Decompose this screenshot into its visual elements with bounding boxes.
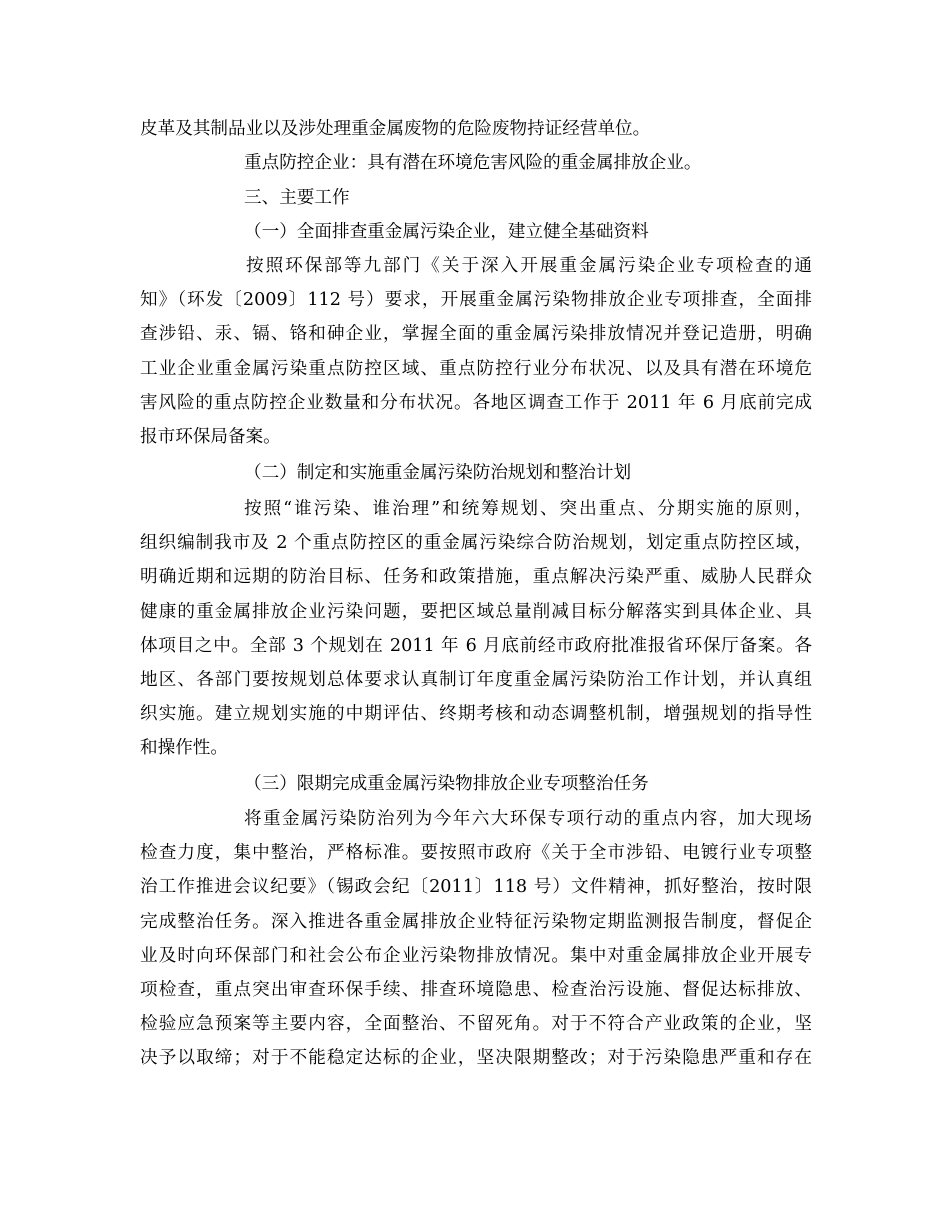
paragraph-remediation: 将重金属污染防治列为今年六大环保专项行动的重点内容，加大现场 检查力度，集中整治，严格标准。要按照市政府《关于全市涉铅、电镀行业专项整 治工作推进会议纪要》（锡政会纪〔2011〕118 号）文件精神，抓好整治，按时限 完成整治任务。深入推进各重金属排放企业特征污染物定期监测报告制度，督促企 业及时向环保部门和社会公布企业污染物排放情况。集中对重金属排放企业开展专 项检查，重点突出审查环保手续、排查环境隐患、检查治污设施、督促达标排放、 检验应急预案等主要内容，全面整治、不留死角。对于不符合产业政策的企业，坚 决予以取缔；对于不能稳定达标的企业，坚决限期整改；对于污染隐患严重和存在: [140, 809, 812, 1069]
paragraph-survey: 按照环保部等九部门《关于深入开展重金属污染企业专项检查的通 知》（环发〔2009〕112 号）要求，开展重金属污染物排放企业专项排查，全面排 查涉铅、汞、镉、铬和砷企业，掌握全面的重金属污染排放情况并登记造册，明确 工业企业重金属污染重点防控区域、重点防控行业分布状况、以及具有潜在环境危 害风险的重点防控企业数量和分布状况。各地区调查工作于 2011 年 6 月底前完成 报市环保局备案。: [140, 256, 812, 448]
subsection-heading-3: （三）限期完成重金属污染物排放企业专项整治任务: [244, 774, 649, 794]
paragraph-continuation: 皮革及其制品业以及涉处理重金属废物的危险废物持证经营单位。: [140, 119, 651, 139]
subsection-heading-1: （一）全面排查重金属污染企业，建立健全基础资料: [244, 222, 649, 242]
section-heading-main-work: 三、主要工作: [244, 188, 350, 208]
paragraph-key-enterprise-definition: 重点防控企业：具有潜在环境危害风险的重金属排放企业。: [244, 153, 702, 173]
subsection-heading-2: （二）制定和实施重金属污染防治规划和整治计划: [244, 463, 632, 483]
paragraph-planning: 按照“谁污染、谁治理”和统筹规划、突出重点、分期实施的原则， 组织编制我市及 2 个重点防控区的重金属污染综合防治规划，划定重点防控区域， 明确近期和远期的防治目标、任务和政策措施，重点解决污染严重、威胁人民群众 健康的重金属排放企业污染问题，要把区域总量削减目标分解落实到具体企业、具 体项目之中。全部 3 个规划在 2011 年 6 月底前经市政府批准报省环保厅备案。各 地区、各部门要按规划总体要求认真制订年度重金属污染防治工作计划，并认真组 织实施。建立规划实施的中期评估、终期考核和动态调整机制，增强规划的指导性 和操作性。: [140, 499, 812, 759]
